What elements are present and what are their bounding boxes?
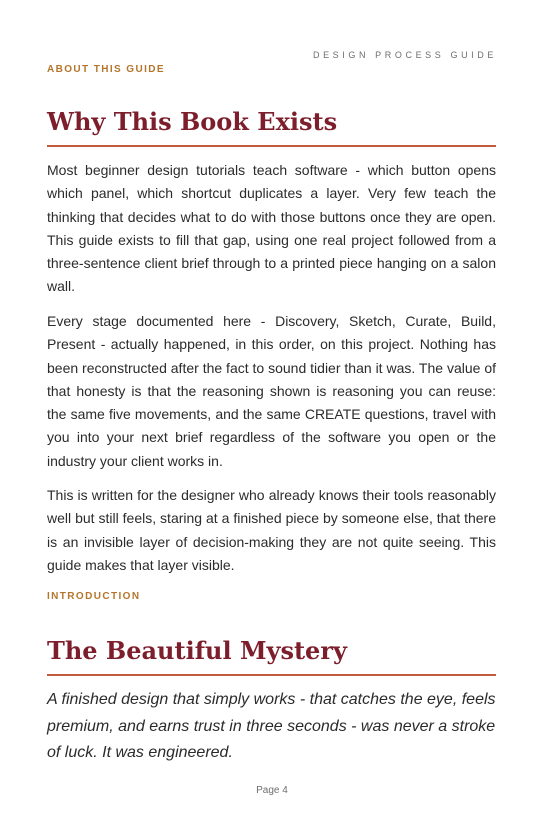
body-paragraph: Most beginner design tutorials teach software - which button opens which panel, which shortcut duplicates a layer. Very few teach the thinking that decides what to do with those buttons once they are open. This guide exists to fill that gap, using one real project followed from a three-sentence client brief through to a printed piece hanging on a salon wall.	[47, 162, 496, 295]
section-title-why: Why This Book Exists	[47, 107, 338, 136]
page-number: Page 4	[256, 785, 288, 796]
body-paragraph: This is written for the designer who already knows their tools reasonably well but still feels, staring at a finished piece by someone else, that there is an invisible layer of decision-making they are not quite seeing. This guide makes that layer visible.	[47, 487, 496, 573]
body-paragraph: Every stage documented here - Discovery, Sketch, Curate, Build, Present - actually happened, in this order, on this project. Nothing has been reconstructed after the fact to sound tidier than it was. The value of that honesty is that the reasoning shown is reasoning you can reuse: the same five movements, and the same CREATE questions, travel with you into your next brief regardless of the software you open or the industry your client works in.	[47, 313, 496, 469]
section-eyebrow-introduction: INTRODUCTION	[47, 591, 141, 602]
running-head: DESIGN PROCESS GUIDE	[312, 50, 497, 60]
title-underline	[47, 674, 496, 676]
section-eyebrow-about: ABOUT THIS GUIDE	[47, 64, 165, 75]
title-underline	[47, 145, 496, 147]
section-title-mystery: The Beautiful Mystery	[47, 636, 347, 665]
lead-paragraph: A finished design that simply works - that catches the eye, feels premium, and earns trust in three seconds - was never a stroke of luck. It was engineered.	[47, 691, 496, 761]
